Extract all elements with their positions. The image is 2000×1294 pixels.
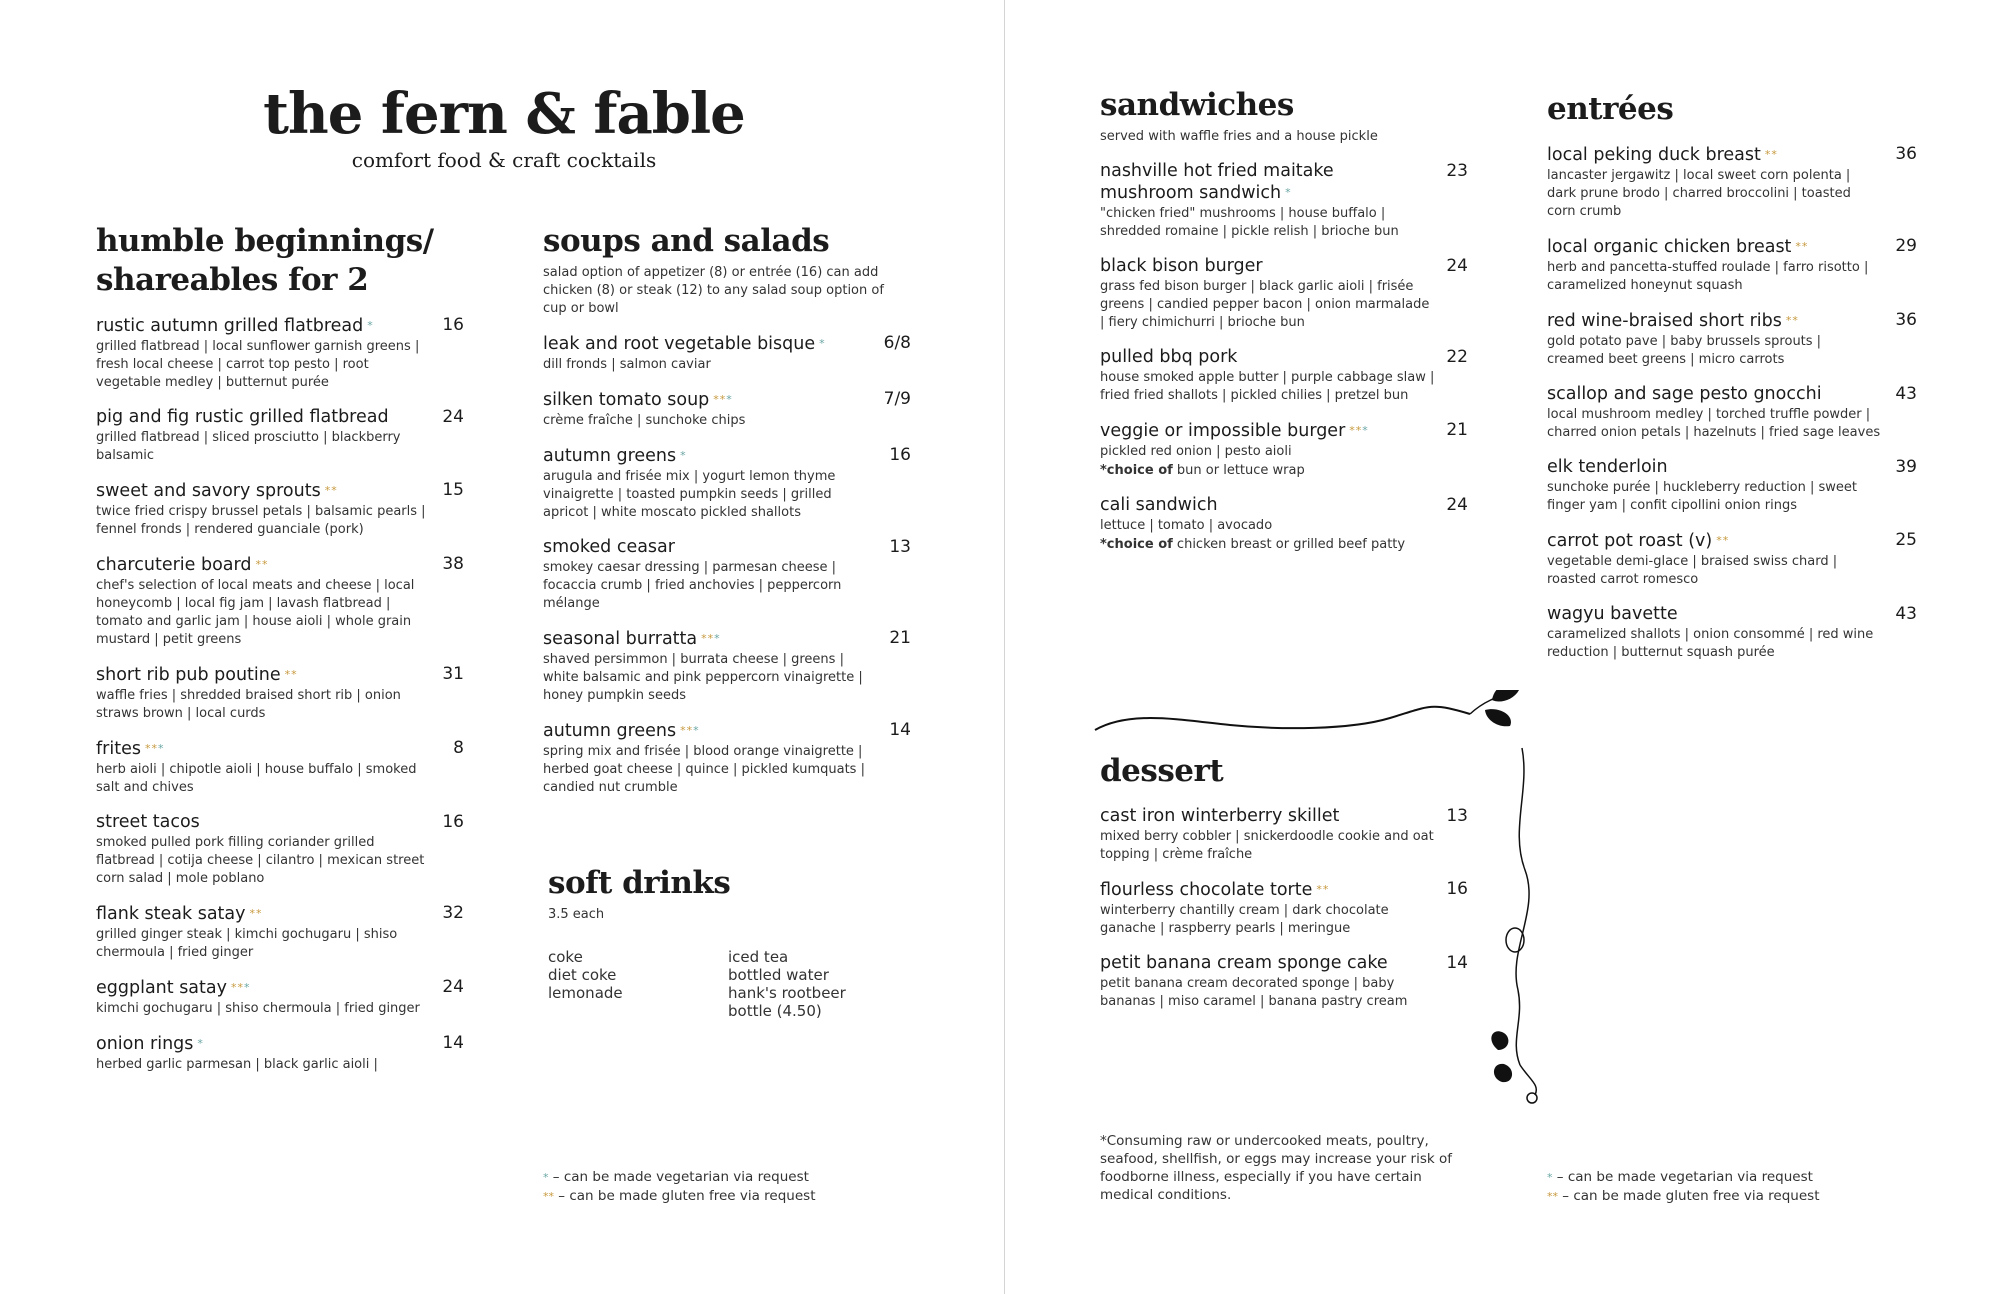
menu-item-description: winterberry chantilly cream | dark chocolate ganache | raspberry pearls | meringue: [1100, 903, 1389, 936]
gluten-free-marker-icon: **: [543, 1190, 554, 1203]
menu-item-row: [1547, 530, 1917, 552]
menu-item-name: flank steak satay **: [96, 904, 263, 924]
menu-item-name: seasonal burratta ***: [543, 629, 721, 649]
gluten-free-marker-icon: **: [144, 742, 158, 755]
choice-text: chicken breast or grilled beef patty: [1172, 537, 1406, 552]
menu-item-name: local organic chicken breast **: [1547, 237, 1809, 257]
menu-item-price: 43: [1895, 384, 1917, 404]
page-fold-divider: [1004, 0, 1005, 1294]
legend-veg-line: [543, 1168, 815, 1187]
dessert-heading: dessert: [1100, 753, 1224, 789]
menu-item-price: 22: [1446, 347, 1468, 367]
menu-item: [543, 445, 911, 522]
soft-drinks-price-note: 3.5 each: [548, 907, 605, 922]
menu-item-description: vegetable demi-glace | braised swiss chard | roasted carrot romesco: [1547, 554, 1838, 587]
menu-item-name: sweet and savory sprouts **: [96, 481, 338, 501]
gluten-free-marker-icon: **: [230, 981, 244, 994]
menu-item-name: short rib pub poutine **: [96, 665, 298, 685]
entrees-list: [1547, 144, 1917, 662]
menu-item-name: carrot pot roast (v) **: [1547, 531, 1730, 551]
dietary-marker-icon: [231, 981, 251, 994]
menu-item: [1100, 256, 1468, 332]
soups-section: [543, 222, 911, 797]
dietary-marker-icon: **: [1716, 534, 1730, 547]
soft-drinks-heading: soft drinks: [548, 865, 731, 901]
menu-item-price: 16: [442, 812, 464, 832]
menu-item-name: flourless chocolate torte **: [1100, 880, 1330, 900]
menu-item-price: 32: [442, 903, 464, 923]
sandwiches-heading: sandwiches: [1100, 87, 1294, 123]
menu-item-price: 14: [1446, 953, 1468, 973]
menu-item-name: autumn greens ***: [543, 721, 700, 741]
menu-item-name: rustic autumn grilled flatbread *: [96, 316, 374, 336]
menu-item-row: [543, 537, 911, 558]
choice-label: *choice of: [1100, 463, 1173, 478]
menu-item-row: [96, 903, 464, 925]
menu-item: [1100, 420, 1468, 480]
soft-drinks-section: [548, 864, 908, 1020]
menu-item-row: [543, 720, 911, 742]
menu-item-description: pickled red onion | pesto aioli: [1100, 444, 1292, 459]
menu-item-description: herbed garlic parmesan | black garlic aioli |: [96, 1057, 378, 1072]
drink-item: bottle (4.50): [728, 1002, 822, 1020]
soups-list: [543, 333, 911, 797]
menu-item: [96, 480, 464, 539]
soft-drinks-left-column: [548, 948, 728, 1020]
menu-item-description: grilled flatbread | sliced prosciutto | blackberry balsamic: [96, 430, 401, 463]
menu-item-description: waffle fries | shredded braised short rib | onion straws brown | local curds: [96, 688, 401, 721]
menu-item-price: 15: [442, 480, 464, 500]
dietary-marker-icon: *: [1285, 186, 1292, 199]
menu-item-choice: [1100, 536, 1435, 554]
menu-item: [543, 720, 911, 797]
menu-item-description: herb and pancetta-stuffed roulade | farro risotto | caramelized honeynut squash: [1547, 260, 1869, 293]
menu-item: [543, 389, 911, 430]
menu-item-price: 36: [1895, 144, 1917, 164]
menu-item-row: [1547, 604, 1917, 625]
dietary-marker-icon: *: [197, 1037, 204, 1050]
menu-item-name: frites ***: [96, 739, 165, 759]
menu-item-row: [96, 812, 464, 833]
menu-item-description: herb aioli | chipotle aioli | house buffalo | smoked salt and chives: [96, 762, 417, 795]
menu-item: [96, 903, 464, 962]
menu-item: [1547, 236, 1917, 295]
drink-item: iced tea: [728, 948, 789, 966]
menu-item-row: [96, 977, 464, 999]
restaurant-tagline: comfort food & craft cocktails: [351, 148, 657, 172]
menu-item: [1100, 879, 1468, 938]
menu-item-name: elk tenderloin: [1547, 457, 1668, 477]
sandwiches-list: [1100, 161, 1468, 554]
menu-item: [1547, 144, 1917, 221]
dietary-marker-icon: **: [255, 558, 269, 571]
menu-item-row: [543, 389, 911, 411]
menu-item-price: 13: [889, 537, 911, 557]
choice-text: bun or lettuce wrap: [1172, 463, 1305, 478]
entrees-section: [1547, 90, 1917, 662]
menu-item-price: 25: [1895, 530, 1917, 550]
gluten-free-marker-icon: **: [1349, 424, 1363, 437]
menu-item-price: 16: [1446, 879, 1468, 899]
menu-item: [96, 1033, 464, 1074]
menu-item-price: 21: [1446, 420, 1468, 440]
menu-item-name: veggie or impossible burger ***: [1100, 421, 1369, 441]
menu-item: [1547, 310, 1917, 369]
gluten-free-marker-icon: **: [713, 393, 727, 406]
menu-item-row: [1100, 420, 1468, 442]
veg-marker-icon: *: [157, 742, 165, 755]
menu-item-name: leak and root vegetable bisque *: [543, 334, 826, 354]
menu-item-price: 21: [889, 628, 911, 648]
menu-item-row: [1547, 310, 1917, 332]
menu-item-row: [96, 315, 464, 337]
menu-item: [96, 977, 464, 1018]
menu-item-description: dill fronds | salmon caviar: [543, 357, 711, 372]
menu-item-description: shaved persimmon | burrata cheese | greens | white balsamic and pink peppercorn vinaigrette | honey pumpkin seeds: [543, 652, 863, 703]
menu-item-name: silken tomato soup ***: [543, 390, 733, 410]
menu-item-description: spring mix and frisée | blood orange vinaigrette | herbed goat cheese | quince | pickled kumquats | candied nut crumble: [543, 744, 865, 795]
menu-item-name: cast iron winterberry skillet: [1100, 806, 1340, 826]
menu-item-price: 36: [1895, 310, 1917, 330]
menu-item-price: 16: [442, 315, 464, 335]
menu-item: [96, 812, 464, 888]
menu-item-description: caramelized shallots | onion consommé | red wine reduction | butternut squash purée: [1547, 627, 1874, 660]
veg-marker-icon: *: [714, 632, 721, 645]
menu-item-row: [1100, 953, 1468, 974]
menu-item: [1547, 530, 1917, 589]
menu-item-price: 38: [442, 554, 464, 574]
menu-item-price: 14: [442, 1033, 464, 1053]
menu-item: [1100, 806, 1468, 864]
veg-marker-icon: *: [543, 1171, 549, 1184]
menu-item: [543, 333, 911, 374]
dietary-marker-icon: **: [1795, 240, 1809, 253]
gluten-free-marker-icon: **: [701, 632, 715, 645]
menu-item-price: 16: [889, 445, 911, 465]
entrees-heading: entrées: [1547, 91, 1674, 127]
menu-item-name: autumn greens *: [543, 446, 687, 466]
legend-gf-line: [1547, 1187, 1819, 1206]
menu-item-description: smokey caesar dressing | parmesan cheese | focaccia crumb | fried anchovies | peppercorn mélange: [543, 560, 842, 611]
menu-item: [543, 628, 911, 705]
menu-item-choice: [1100, 462, 1435, 480]
marker-legend-right: [1547, 1168, 1819, 1206]
menu-item-description: crème fraîche | sunchoke chips: [543, 413, 746, 428]
menu-item-description: lettuce | tomato | avocado: [1100, 518, 1273, 533]
menu-item-description: sunchoke purée | huckleberry reduction | sweet finger yam | confit cipollini onion rings: [1547, 480, 1858, 513]
legend-gf-text: – can be made gluten free via request: [554, 1188, 816, 1204]
menu-item: [1100, 347, 1468, 405]
dietary-marker-icon: *: [819, 337, 826, 350]
menu-item-description: "chicken fried" mushrooms | house buffalo | shredded romaine | pickle relish | brioche bun: [1100, 206, 1399, 239]
soups-heading: soups and salads: [543, 223, 830, 259]
restaurant-title: the fern & fable: [263, 81, 745, 147]
menu-item-description: local mushroom medley | torched truffle powder | charred onion petals | hazelnuts | fried sage leaves: [1547, 407, 1881, 440]
menu-item-name: cali sandwich: [1100, 495, 1218, 515]
menu-item-row: [96, 407, 464, 428]
menu-item-price: 8: [453, 738, 464, 758]
menu-item-row: [543, 445, 911, 467]
menu-item-description: petit banana cream decorated sponge | baby bananas | miso caramel | banana pastry cream: [1100, 976, 1408, 1009]
menu-item-name: pig and fig rustic grilled flatbread: [96, 407, 389, 427]
menu-item-price: 24: [1446, 256, 1468, 276]
menu-item-row: [96, 738, 464, 760]
dietary-marker-icon: **: [284, 668, 298, 681]
menu-item-price: 14: [889, 720, 911, 740]
dietary-marker-icon: [680, 724, 700, 737]
menu-item-description: lancaster jergawitz | local sweet corn polenta | dark prune brodo | charred broccolini | toasted corn crumb: [1547, 168, 1851, 219]
dietary-marker-icon: **: [1785, 314, 1799, 327]
menu-item-row: [1547, 144, 1917, 166]
menu-item: [543, 537, 911, 613]
shareables-heading: humble beginnings/ shareables for 2: [96, 223, 434, 298]
dietary-marker-icon: [1349, 424, 1369, 437]
veg-marker-icon: *: [726, 393, 733, 406]
shareables-section: [96, 222, 464, 1074]
menu-item-row: [1547, 457, 1917, 478]
menu-item-row: [96, 1033, 464, 1055]
menu-item-description: house smoked apple butter | purple cabbage slaw | fried fried shallots | pickled chilies | pretzel bun: [1100, 370, 1435, 403]
menu-item-description: arugula and frisée mix | yogurt lemon thyme vinaigrette | toasted pumpkin seeds | grilled apricot | white moscato pickled shallots: [543, 469, 836, 520]
menu-item: [1100, 953, 1468, 1011]
menu-item: [1100, 161, 1468, 241]
menu-item: [1547, 384, 1917, 442]
menu-item-name: black bison burger: [1100, 256, 1263, 276]
dietary-marker-icon: **: [324, 484, 338, 497]
menu-item-price: 31: [442, 664, 464, 684]
veg-marker-icon: *: [1547, 1171, 1553, 1184]
dietary-marker-icon: **: [1316, 883, 1330, 896]
menu-item-name: red wine-braised short ribs **: [1547, 311, 1799, 331]
menu-item: [96, 664, 464, 723]
menu-item-name: onion rings *: [96, 1034, 204, 1054]
menu-item-price: 23: [1446, 161, 1468, 181]
drink-item: lemonade: [548, 984, 623, 1002]
menu-item-row: [543, 628, 911, 650]
menu-item-name: scallop and sage pesto gnocchi: [1547, 384, 1822, 404]
menu-item-price: 39: [1895, 457, 1917, 477]
veg-marker-icon: *: [1362, 424, 1369, 437]
dessert-section: [1100, 752, 1468, 1011]
menu-item-description: grilled ginger steak | kimchi gochugaru | shiso chermoula | fried ginger: [96, 927, 398, 960]
menu-item: [96, 554, 464, 649]
dessert-list: [1100, 806, 1468, 1011]
menu-item-description: twice fried crispy brussel petals | balsamic pearls | fennel fronds | rendered guanciale (pork): [96, 504, 426, 537]
dietary-marker-icon: [701, 632, 721, 645]
menu-item-row: [1100, 495, 1468, 516]
menu-item-name: eggplant satay ***: [96, 978, 251, 998]
gluten-free-marker-icon: **: [1547, 1190, 1558, 1203]
menu-item-name: pulled bbq pork: [1100, 347, 1238, 367]
menu-item-row: [1100, 256, 1468, 277]
menu-item-price: 24: [442, 977, 464, 997]
menu-item: [96, 407, 464, 465]
menu-item: [1547, 457, 1917, 515]
dietary-marker-icon: *: [680, 449, 687, 462]
menu-item-description: grass fed bison burger | black garlic aioli | frisée greens | candied pepper bacon | onion marmalade | fiery chimichurri | brioche bun: [1100, 279, 1430, 330]
menu-item-price: 13: [1446, 806, 1468, 826]
food-safety-disclaimer: *Consuming raw or undercooked meats, poultry, seafood, shellfish, or eggs may increase your risk of foodborne illness, especially if you have certain medical conditions.: [1100, 1133, 1452, 1203]
veg-marker-icon: *: [243, 981, 251, 994]
menu-item-description: mixed berry cobbler | snickerdoodle cookie and oat topping | crème fraîche: [1100, 829, 1434, 862]
soft-drinks-right-column: [728, 948, 908, 1020]
dietary-marker-icon: **: [1764, 148, 1778, 161]
menu-item-price: 6/8: [883, 333, 911, 353]
menu-item-name: local peking duck breast **: [1547, 145, 1778, 165]
menu-item-description: smoked pulled pork filling coriander grilled flatbread | cotija cheese | cilantro | mexican street corn salad | mole poblano: [96, 835, 425, 886]
legend-veg-text: – can be made vegetarian via request: [1552, 1169, 1813, 1185]
gluten-free-marker-icon: **: [680, 724, 694, 737]
menu-item-row: [1100, 161, 1468, 204]
menu-item-name: charcuterie board **: [96, 555, 269, 575]
menu-item-name: wagyu bavette: [1547, 604, 1678, 624]
menu-item-row: [1100, 879, 1468, 901]
menu-item-price: 7/9: [883, 389, 911, 409]
legend-gf-text: – can be made gluten free via request: [1558, 1188, 1820, 1204]
drink-item: bottled water: [728, 966, 829, 984]
legend-veg-line: [1547, 1168, 1819, 1187]
menu-item-price: 43: [1895, 604, 1917, 624]
menu-item-name: smoked ceasar: [543, 537, 675, 557]
veg-marker-icon: *: [693, 724, 700, 737]
menu-item-row: [96, 554, 464, 576]
menu-item-name: street tacos: [96, 812, 200, 832]
drink-item: diet coke: [548, 966, 617, 984]
drink-item: coke: [548, 948, 583, 966]
menu-item-row: [96, 480, 464, 502]
soft-drinks-lists: [548, 948, 908, 1020]
choice-label: *choice of: [1100, 537, 1173, 552]
menu-item-price: 24: [442, 407, 464, 427]
menu-item-name: petit banana cream sponge cake: [1100, 953, 1388, 973]
menu-item-row: [1547, 236, 1917, 258]
dietary-marker-icon: [145, 742, 165, 755]
menu-item-description: gold potato pave | baby brussels sprouts | creamed beet greens | micro carrots: [1547, 334, 1822, 367]
menu-item-description: chef's selection of local meats and cheese | local honeycomb | local fig jam | lavash flatbread | tomato and garlic jam | house aioli | whole grain mustard | petit greens: [96, 578, 415, 647]
menu-item: [96, 738, 464, 797]
menu-item-description: grilled flatbread | local sunflower garnish greens | fresh local cheese | carrot top pesto | root vegetable medley | butternut purée: [96, 339, 420, 390]
sandwiches-note: served with waffle fries and a house pickle: [1100, 129, 1378, 144]
menu-item-row: [1547, 384, 1917, 405]
legend-veg-text: – can be made vegetarian via request: [548, 1169, 809, 1185]
menu-item: [1547, 604, 1917, 662]
menu-item: [96, 315, 464, 392]
marker-legend: [543, 1168, 815, 1206]
brand-block: [240, 82, 768, 172]
sandwiches-section: [1100, 86, 1468, 554]
menu-item-name: nashville hot fried maitake mushroom sandwich *: [1100, 161, 1334, 203]
menu-item-price: 24: [1446, 495, 1468, 515]
menu-item-row: [96, 664, 464, 686]
menu-item-row: [1100, 347, 1468, 368]
menu-item: [1100, 495, 1468, 554]
legend-gf-line: [543, 1187, 815, 1206]
menu-item-row: [543, 333, 911, 355]
menu-item-description: kimchi gochugaru | shiso chermoula | fried ginger: [96, 1001, 420, 1016]
dietary-marker-icon: **: [249, 907, 263, 920]
soups-note: salad option of appetizer (8) or entrée (16) can add chicken (8) or steak (12) to any salad soup option of cup or bowl: [543, 265, 884, 316]
dietary-marker-icon: *: [367, 319, 374, 332]
drink-item: hank's rootbeer: [728, 984, 846, 1002]
menu-item-row: [1100, 806, 1468, 827]
shareables-list: [96, 315, 464, 1074]
menu-item-price: 29: [1895, 236, 1917, 256]
dietary-marker-icon: [713, 393, 733, 406]
